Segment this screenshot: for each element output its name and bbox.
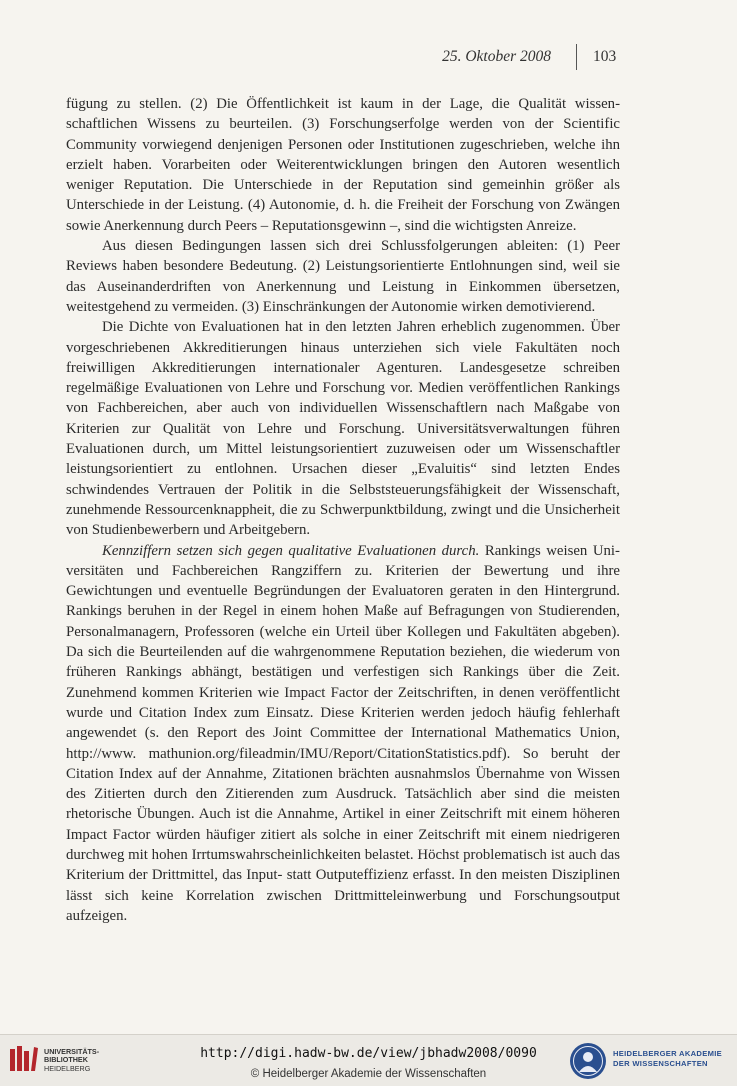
library-name-line1: UNIVERSITÄTS- <box>44 1047 100 1056</box>
academy-name <box>613 1049 722 1068</box>
copyright-notice: © Heidelberger Akademie der Wissenschaften <box>250 1068 487 1080</box>
academy-name-line2: DER WISSENSCHAFTEN <box>613 1058 708 1068</box>
paragraph-2-text: Aus diesen Bedingungen lassen sich drei Schlussfolgerungen ableiten: (1) Peer Reviews haben besondere Bedeutung. (2) Leistungsorientierte Entlohnungen sind, weil sie das Auseinanderdriften von Anerkennung und Leistung in Einkommen übersetzen, weitestgehend zu vermeiden. (3) Einschränkungen der Autonomie wirken demotivierend. <box>66 238 620 315</box>
library-name-line3: HEIDELBERG <box>44 1063 91 1073</box>
running-header <box>0 44 737 70</box>
paragraph-3 <box>66 317 620 540</box>
paragraph-1 <box>66 94 620 236</box>
digitization-footer <box>0 1034 737 1086</box>
paragraph-1-text: fügung zu stellen. (2) Die Öffentlichkeit ist kaum in der Lage, die Qualität wissenschaftlichen Wissens zu beurteilen. (3) Forschungserfolge werden von der Scientific Community vorwiegend denjenigen Personen oder Institutionen zugeschrieben, welche ihn erzielt haben. Vorarbeiten oder Weiterentwicklungen bringen den Autoren wesentlich weniger Reputation. Die Unterschiede in der Reputation sind gemeinhin größer als Unterschiede in der Leistung. (4) Autonomie, d. h. die Freiheit der Forschung von Zwängen sowie Anerkennung durch Peers – Reputationsgewinn –, sind die wichtigsten Anreize. <box>66 96 620 234</box>
paragraph-4-lead: Kennziffern setzen sich gegen qualitative Evaluationen durch. <box>102 542 480 559</box>
paragraph-3-text: Die Dichte von Evaluationen hat in den letzten Jahren erheblich zugenommen. Über vorgeschriebenen Akkreditierungen hinaus unterziehen sich viele Fakultäten noch freiwilligen Akkreditierungen internationaler Agenturen. Landesgesetze schreiben regelmäßige Evaluationen von Lehre und Forschung vor. Medien veröffentlichen Rankings von Fachbereichen, aber auch von individuellen Wissenschaftlern nach Maßgabe von Kriterien zur Qualität von Lehre und Forschung. Universitätsverwaltungen führen Evaluationen durch, um Mittel leistungsorientiert zuzuweisen oder um Wissenschaftler leistungsorientiert zu entlohnen. Ursachen dieser „Evaluitis“ sind letzten Endes schwindendes Vertrauen der Politik in die Selbststeuerungsfähigkeit der Wissenschaft, zunehmende Ressourcenknappheit, die zu Schwerpunktbildung, zwingt und die Unsicherheit von Studienbewerbern und Arbeitgebern. <box>66 319 620 539</box>
paragraph-4 <box>66 541 620 927</box>
library-name-line2: BIBLIOTHEK <box>44 1055 88 1065</box>
academy-seal-icon[interactable] <box>569 1042 607 1080</box>
paragraph-4-text: Rankings weisen Universitäten und Fachbereichen Rangziffern zu. Kriterien der Bewertung und ihre Gewichtungen und eventuelle Begründungen der Evaluatoren geraten in den Hintergrund. Rankings beruhen in der Regel in einem hohen Maße auf Befragungen von Studierenden, Personalmanagern, Professoren (welche ein Urteil über Kollegen und Fakultäten abgeben). Da sich die Beurteilenden auf die wahrgenommene Reputation beziehen, die wiederum von früheren Rankings abhängt, bestätigen und verfestigen sich Rankings über die Zeit. Zunehmend kommen Kriterien wie Impact Factor der Zeitschriften, in denen veröffentlicht wurde und Citation Index zum Einsatz. Diese Kriterien werden jedoch häufig fehlerhaft angewendet (s. den Report des Joint Committee der International Mathematics Union, http://www. mathunion.org/fileadmin/IMU/Report/CitationStatistics.pdf). So beruht der Citation Index auf der Annahme, Zitationen brächten ausnahmslos Übernahme von Wissen des Zitierten durch den Zitierenden zum Ausdruck. Tatsächlich aber sind die meisten rhetorische Übungen. Auch ist die Annahme, Artikel in einer Zeitschrift mit einem höheren Impact Factor würden häufiger zitiert als solche in einer Zeitschrift mit einem niedrigeren durchweg mit hohen Irrtumswahrscheinlichkeiten belastet. Höchst problematisch ist auch das Kriterium der Drittmittel, das Input- statt Outputeffizienz erfasst. In den meisten Disziplinen lässt sich keine Korrelation zwischen Drittmitteleinwerbung und Forschungsoutput aufzeigen. <box>66 542 620 924</box>
source-url-link[interactable]: http://digi.hadw-bw.de/view/jbhadw2008/0090 <box>200 1046 537 1061</box>
paragraph-2 <box>66 236 620 317</box>
header-date: 25. Oktober 2008 <box>442 48 551 65</box>
academy-name-line1: HEIDELBERGER AKADEMIE <box>613 1049 722 1058</box>
page-number: 103 <box>593 48 617 65</box>
body-text <box>66 94 620 926</box>
header-divider <box>576 44 577 70</box>
